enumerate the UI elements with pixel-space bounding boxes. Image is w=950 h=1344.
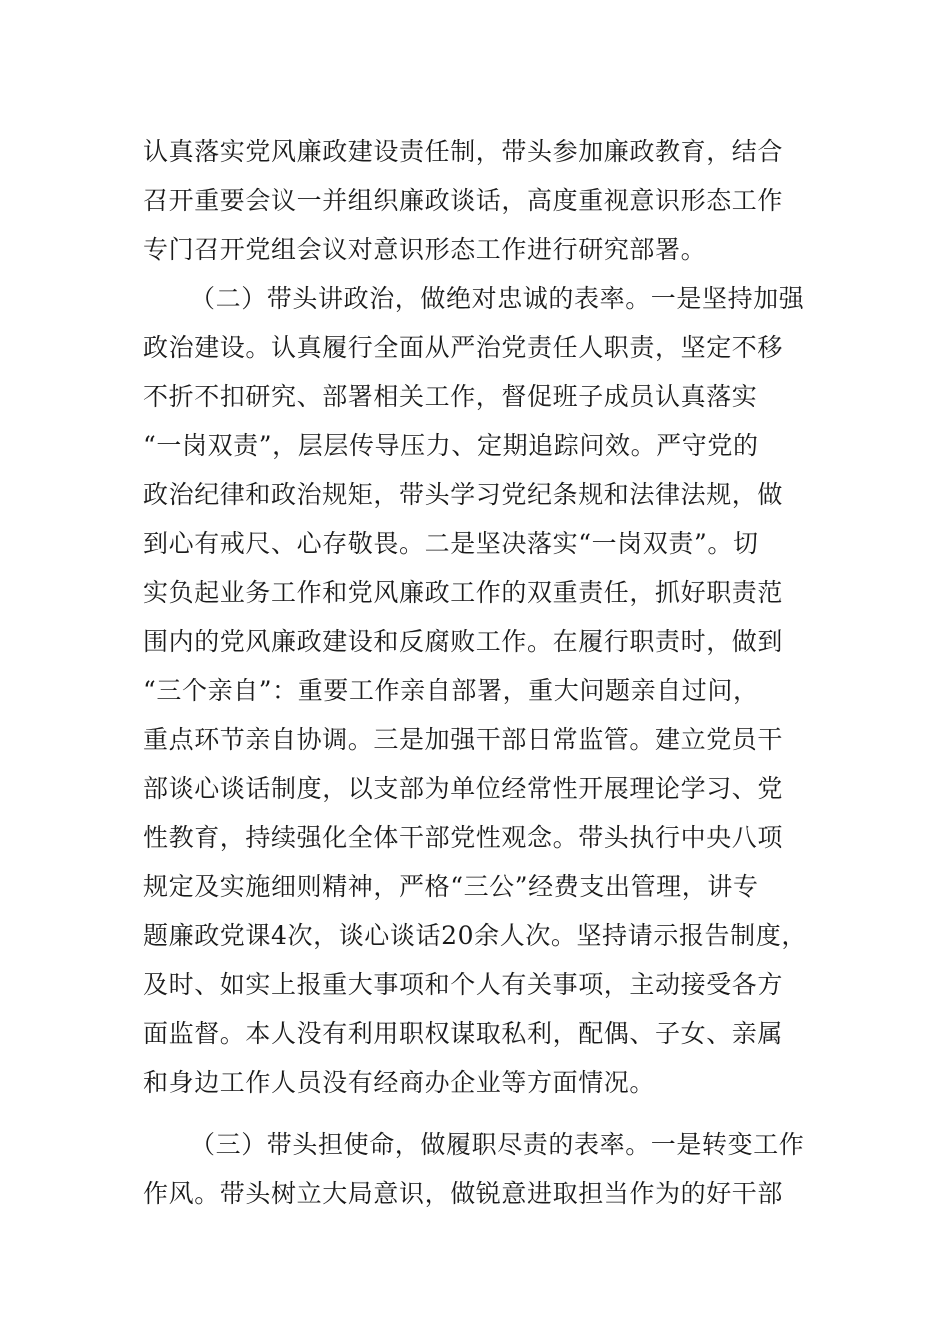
text-line: 题廉政党课4次，谈心谈话20余人次。坚持请示报告制度，: [143, 921, 807, 950]
text-line: 政治建设。认真履行全面从严治党责任人职责，坚定不移: [143, 333, 784, 362]
text-line: 到心有戒尺、心存敬畏。二是坚决落实“一岗双责”。切: [143, 529, 759, 558]
paragraph-heading-line: （三）带头担使命，做履职尽责的表率。一是转变工作: [190, 1130, 805, 1159]
text-line: 作风。带头树立大局意识，做锐意进取担当作为的好干部: [143, 1179, 784, 1208]
text-line: 实负起业务工作和党风廉政工作的双重责任，抓好职责范: [143, 578, 784, 607]
text-line: 召开重要会议一并组织廉政谈话，高度重视意识形态工作: [143, 186, 784, 215]
text-line: 规定及实施细则精神，严格“三公”经费支出管理，讲专: [143, 872, 759, 901]
text-line: 不折不扣研究、部署相关工作，督促班子成员认真落实: [143, 382, 758, 411]
text-line: 专门召开党组会议对意识形态工作进行研究部署。: [143, 235, 707, 264]
text-line: 面监督。本人没有利用职权谋取私利，配偶、子女、亲属: [143, 1019, 784, 1048]
text-line: 性教育，持续强化全体干部党性观念。带头执行中央八项: [143, 823, 784, 852]
text-line: “三个亲自”：重要工作亲自部署，重大问题亲自过问，: [143, 676, 759, 705]
text-line: “一岗双责”，层层传导压力、定期追踪问效。严守党的: [143, 431, 759, 460]
text-line: 认真落实党风廉政建设责任制，带头参加廉政教育，结合: [143, 137, 784, 166]
text-line: 及时、如实上报重大事项和个人有关事项，主动接受各方: [143, 970, 784, 999]
paragraph-heading-line: （二）带头讲政治，做绝对忠诚的表率。一是坚持加强: [190, 284, 805, 313]
text-line: 重点环节亲自协调。三是加强干部日常监管。建立党员干: [143, 725, 784, 754]
text-line: 部谈心谈话制度，以支部为单位经常性开展理论学习、党: [143, 774, 784, 803]
text-line: 和身边工作人员没有经商办企业等方面情况。: [143, 1068, 656, 1097]
text-line: 围内的党风廉政建设和反腐败工作。在履行职责时，做到: [143, 627, 784, 656]
text-line: 政治纪律和政治规矩，带头学习党纪条规和法律法规，做: [143, 480, 784, 509]
